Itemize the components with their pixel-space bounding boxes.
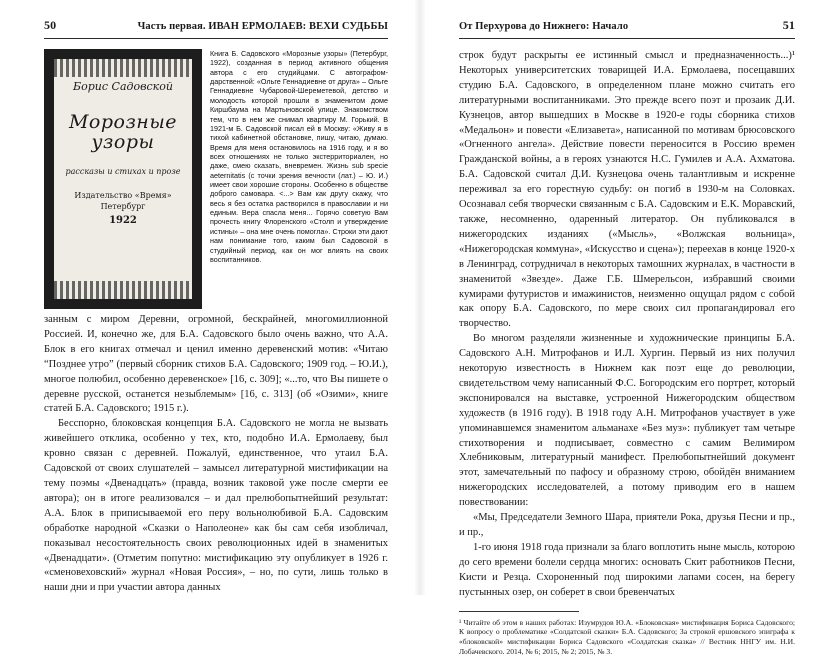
paragraph: строк будут раскрыты ее истинный смысл и предназначенность...)¹ Некоторых университетских товарищей И.А. Ермолаева, посещавших студию Б.А. Садовского, в определенном плане можно считать его литературными воспитанниками. Это прежде всего поэт и прозаик Д.И. Кузнецов, автор вышедших в Москве в 1920-е годы сборника стихов «Медальон» и повести «Елизавета», написанной по мотивам брюсовского «Огненного ангела». Действие повести переносится в Россию времен Гражданской войны, а в героях узнаются Н.С. Гумилев и А.А. Ахматова. Б.А. Садовской считал Д.И. Кузнецова очень талантливым и искренне переживал за его горестную судьбу: он погиб в 1930-м на Соловках. Осознавал себя творчески связанным с Б.А. Садовским и Е.К. Моравский, также, несомненно, одаренный литератор. Он публиковался в нижегородских изданиях («Мысль», «Волжская вольница», «Нижегородская коммуна», «Искусство и сцена»); переехав в конце 1920-х в Ленинград, сотрудничал в некоторых тамошних журналах, в частности в знаменитой «Звезде». Даже Г.Б. Шмерельсон, избравший своими кумирами футуристов и имажинистов, неизменно ощущал рядом с собой как опору Б.А. Садовского, по мере своих сил пропагандировал его творчество. bbox=[459, 50, 795, 330]
paragraph: занным с миром Деревни, огромной, бескрайней, многомиллионной Россией. И, конечно же, для Б.А. Садовского было очень важно, что А.А. Блок в его книгах отмечал и ценил именно деревенский мотив: «Читаю “Позднее утро” (первый сборник стихов Б.А. Садовского; 1909 год. – Ю.И.), многое полюбил, особенно деревенское» [16, с. 309]; «...то, что Вы пишете о деревне русской, останется незыблемым» [16, с. 313] (об «Озими», книге статей Б.А. Садовского; 1915 г.). bbox=[44, 314, 388, 415]
figure-caption: Книга Б. Садовского «Морозные узоры» (Петербург, 1922), созданная в период активного общения автора с его студийцами. С автографом-дарственной: «Ольге Геннадиевне от друга» – Ольге Геннадиевне Чубаровой-Шереметевой, детство и молодость которой прошли в знаменитом доме Киршбаума на Мартыновской улице. Знакомством тем, что в нем же снимал квартиру М. Горький. В 1921-м Б. Садовской писал ей в Москву: «Живу я в тихой кабинетной обстановке, пишу, читаю, думаю. Время для меня остановилось на 1916 году, и я во всех отношениях не только экстерриториален, но даже, смею сказать, вневремен. Жизнь sub specie aeternitatis (с точки зрения вечности (лат.) – Ю. И.) имеет свои хорошие стороны. Особенно в обществе доброго самовара. <...> Вам как другу скажу, что весь я без остатка растворился в православии и ни единым. Вера спасла меня... Горячо советую Вам прочесть книгу Флоренского «Столп и утверждение истины» – она мне очень помогла». Строки эти дают нам понимание того, каким был Садовской в студийный период, как он мог влиять на своих воспитанников. bbox=[210, 49, 388, 264]
running-head-right bbox=[459, 18, 795, 34]
cover-publisher-name: Издательство «Время» bbox=[74, 191, 172, 201]
book-cover-image bbox=[44, 49, 202, 309]
cover-subtitle: рассказы и стихах и прозе bbox=[65, 166, 181, 176]
footnote-rule bbox=[459, 611, 579, 612]
cover-place: Петербург bbox=[100, 201, 146, 211]
body-text-right bbox=[459, 49, 795, 601]
cover-title: Морозные узоры bbox=[68, 111, 178, 154]
footnote: ¹ Читайте об этом в наших работах: Изумрудов Ю.А. «Блоковская» мистификация Бориса Садовского; К вопросу о проблематике «Солдатской сказки» Б.А. Садовского; За строкой ершовского эпиграфа к «блоковской» мистификации Бориса Садовского «Солдатская сказка» // Вестник ННГУ им. Н.И. Лобачевского. 2014, № 6; 2015, № 2; 2015, № 3. bbox=[459, 617, 795, 657]
running-head-title-right: От Перхурова до Нижнего: Начало bbox=[459, 21, 629, 32]
page-number-left: 50 bbox=[44, 18, 57, 32]
paragraph: Во многом разделяли жизненные и художнические принципы Б.А. Садовского А.Н. Митрофанов и И.Л. Хургин. Первый из них получил некоторую известность в Нижнем как поэт еще до революции, свидетельством чему написанный Ф.С. Богородским его портрет, который экспонировался на выставке, устроенной Нижегородским обществом художеств (в 1916 году). В 1918 году А.Н. Митрофанов участвует в уже упоминавшемся знаменитом альманахе «Без муз»: публикует там четыре стихотворения и подписывает, совместно с самим Велимиром Хлебниковым, литературный манифест. Прелюбопытнейший документ этот, замечательный по пафосу и образному строю, обойдён вниманием нижегородских исследователей, а потому приводим его в нашем повествовании: bbox=[459, 333, 795, 509]
paragraph: 1-го июня 1918 года признали за благо воплотить ныне мысль, которою до сего времени болели сердца многих: основать Скит работников Песни, Кисти и Резца. Схороненный под широкими лапами сосен, на берегу пустынных озер, он соберет в свои бревенчатых bbox=[459, 541, 795, 598]
paragraph: Бесспорно, блоковская концепция Б.А. Садовского не могла не вызвать живейшего отклика, особенно у тех, кто, подобно И.А. Ермолаеву, был кровно связан с деревней. Пожалуй, единственное, что утаил Б.А. Садовской от своих слушателей – замысел литературной мистификации на тему поэмы «Двенадцать» (правда, возник таковой уже после смерти ее автора); он в итоге реализовался – и дал прелюбопытнейший результат: А.А. Блок в приписываемой его перу вольнолюбивой Б.А. Садовским обработке народной «Сказки о Наполеоне» как бы сам себя изобличал, показывал несостоятельность своих революционных идей в знаменитых «Двенадцати». (Отметим попутно: мистификацию эту опубликует в 1926 г. «сменовеховский» журнал «Новая Россия», – но, по сути, лишь только в наши дни и при участии автора данных bbox=[44, 418, 388, 594]
header-rule-right bbox=[459, 38, 795, 39]
book-gutter bbox=[414, 0, 426, 595]
figure-row bbox=[44, 49, 388, 309]
body-text-left bbox=[44, 313, 388, 596]
cover-ornament-top bbox=[54, 59, 192, 77]
paragraph: «Мы, Председатели Земного Шара, приятели Рока, друзья Песни и пр., и пр., bbox=[459, 512, 795, 538]
page-number-right: 51 bbox=[782, 18, 795, 32]
cover-year: 1922 bbox=[109, 215, 137, 227]
running-head-left bbox=[44, 18, 388, 34]
right-page bbox=[439, 0, 839, 657]
running-head-title-left: Часть первая. ИВАН ЕРМОЛАЕВ: ВЕХИ СУДЬБЫ bbox=[137, 21, 388, 32]
cover-author: Борис Садовской bbox=[73, 80, 173, 93]
header-rule-left bbox=[44, 38, 388, 39]
cover-ornament-bottom bbox=[54, 281, 192, 299]
left-page bbox=[0, 0, 400, 595]
cover-publisher bbox=[74, 191, 171, 227]
cover-inner bbox=[52, 57, 194, 301]
